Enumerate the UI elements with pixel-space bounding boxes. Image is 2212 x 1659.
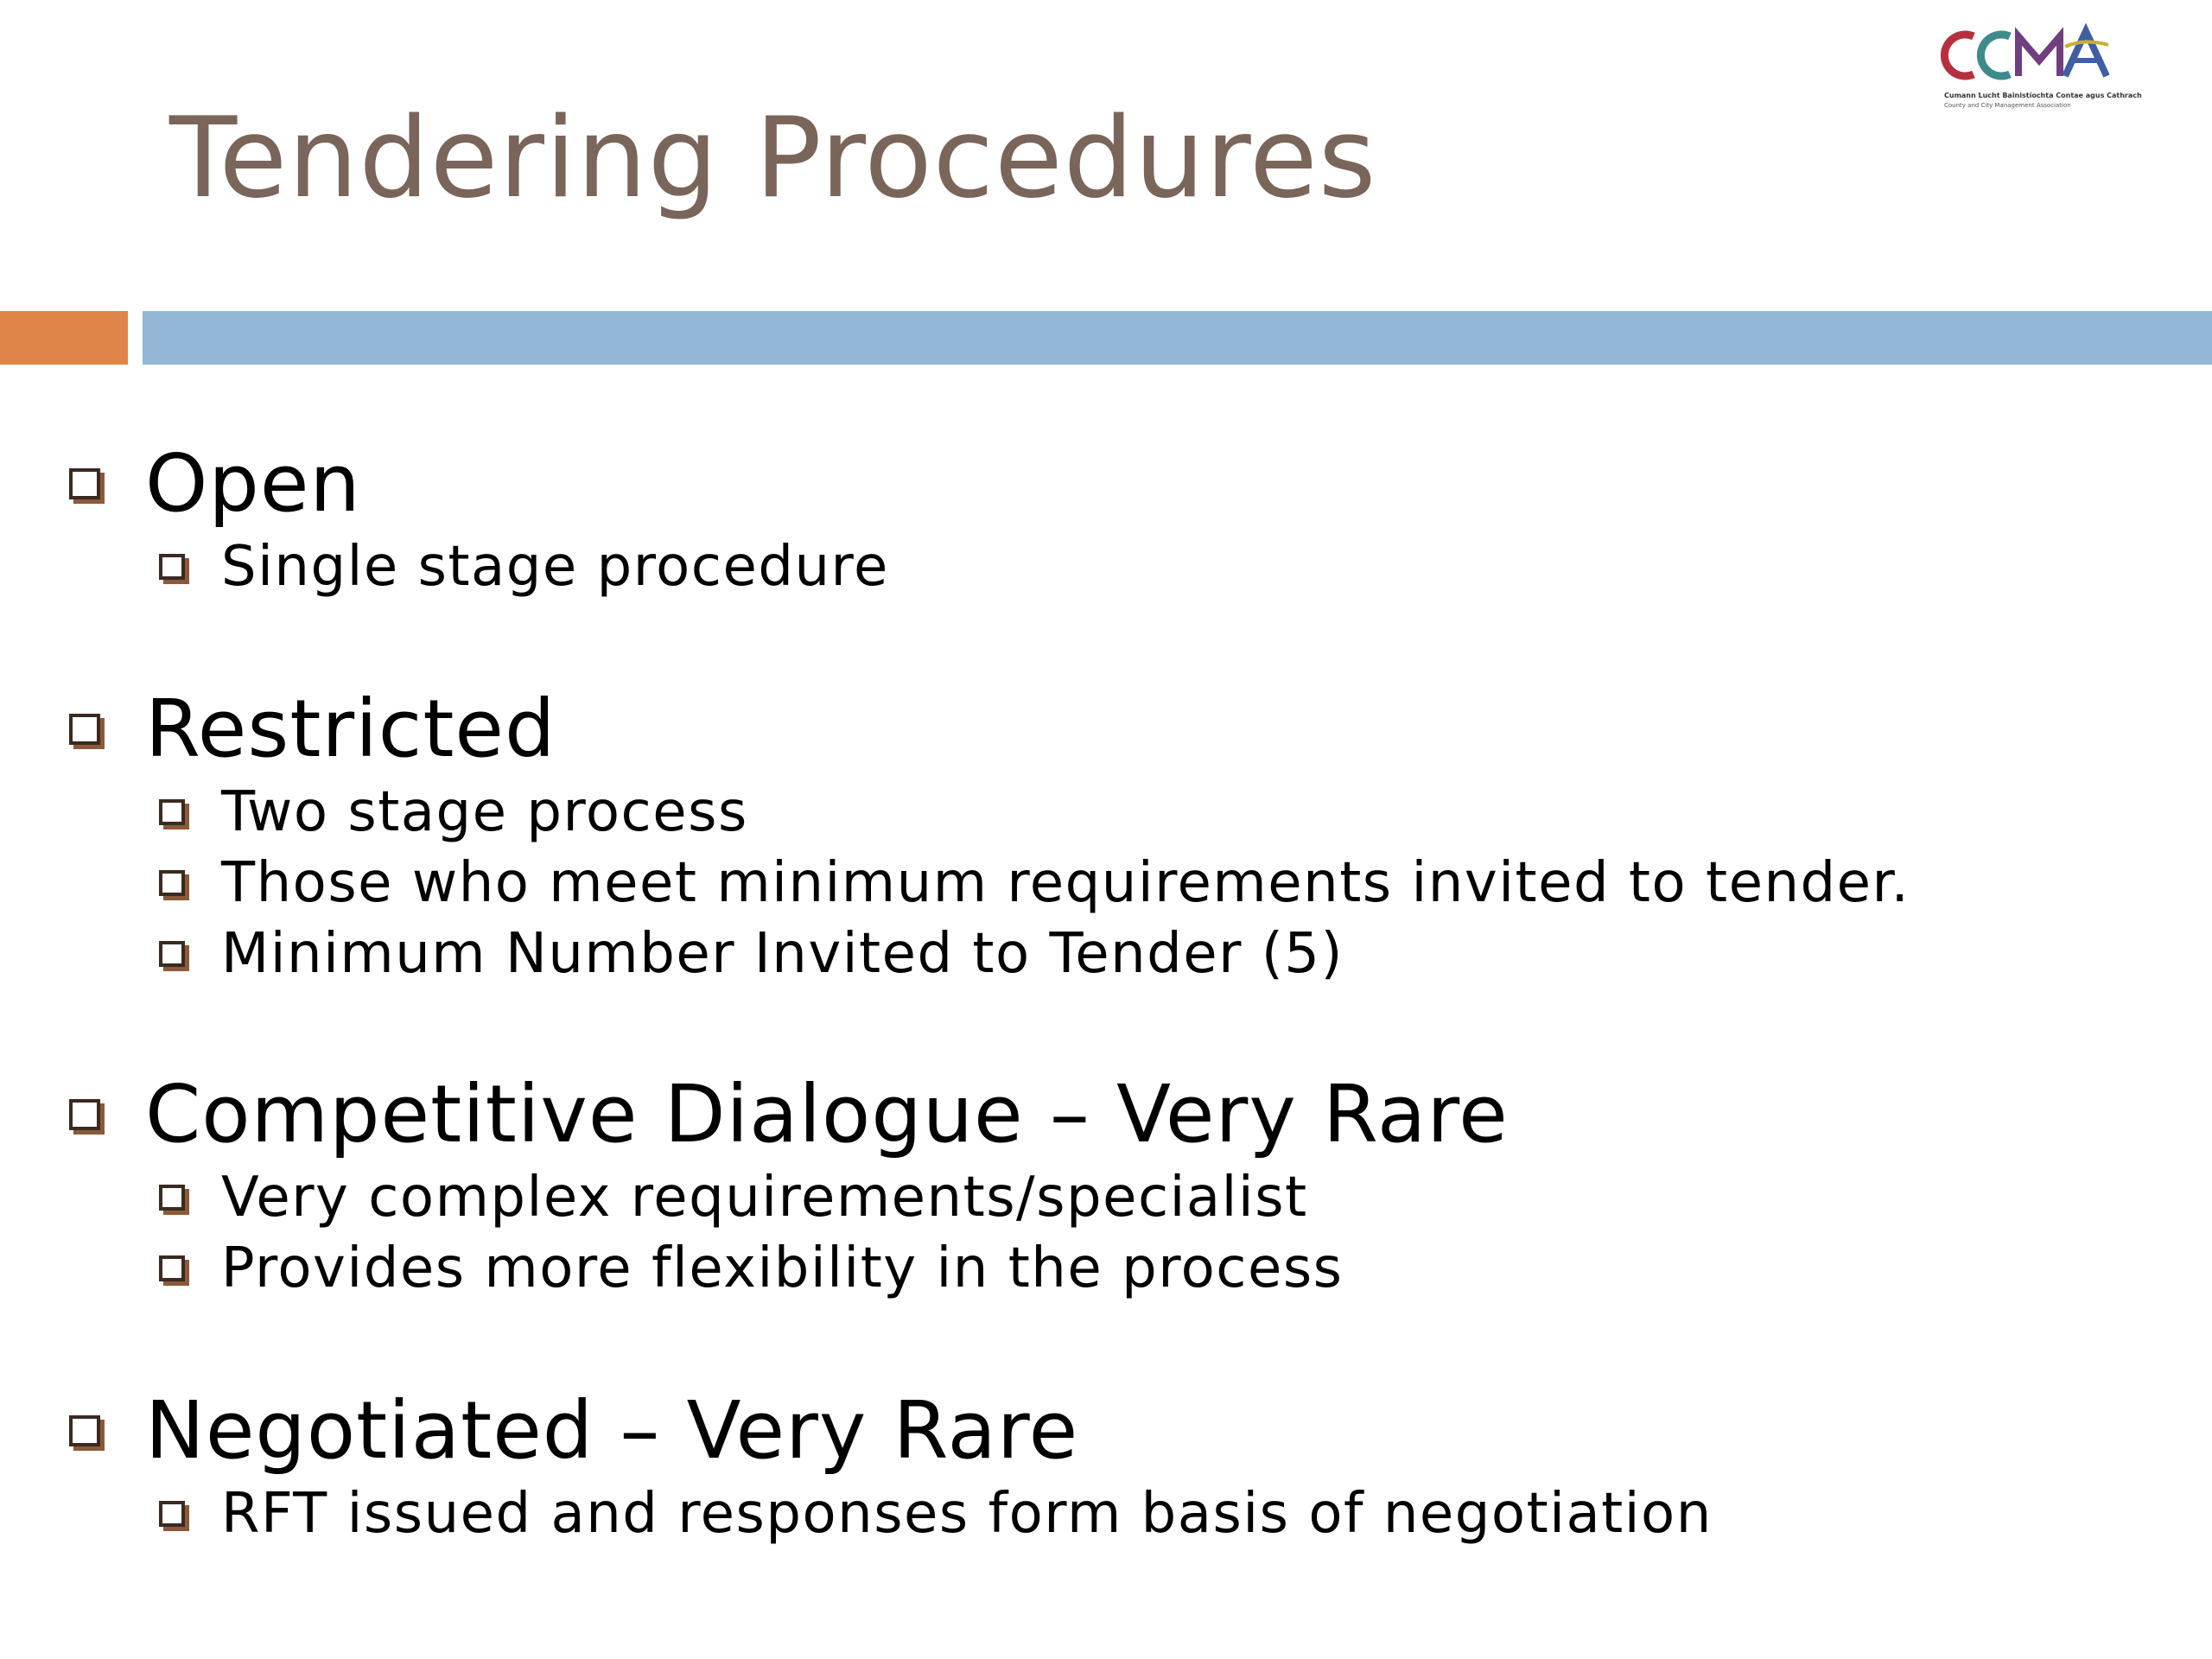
bullet-item xyxy=(159,779,748,845)
hollow-square-icon xyxy=(69,468,100,499)
hollow-square-icon xyxy=(69,1099,100,1130)
heading-text: Competitive Dialogue – Very Rare xyxy=(145,1068,1509,1160)
bullet-item xyxy=(159,534,889,600)
logo-tagline-english: County and City Management Association xyxy=(1944,102,2071,109)
hollow-square-icon xyxy=(159,799,185,825)
bullet-heading xyxy=(69,683,556,775)
bullet-heading xyxy=(69,1068,1509,1160)
ccma-logo xyxy=(1936,21,2143,116)
item-text: RFT issued and responses form basis of negotiation xyxy=(221,1482,1713,1546)
item-text: Single stage procedure xyxy=(221,535,889,599)
hollow-square-icon xyxy=(159,1501,185,1527)
slide-title: Tendering Procedures xyxy=(169,94,1377,223)
hollow-square-icon xyxy=(69,714,100,745)
hollow-square-icon xyxy=(159,1185,185,1211)
heading-text: Open xyxy=(145,437,361,530)
item-text: Provides more flexibility in the process xyxy=(221,1236,1344,1300)
hollow-square-icon xyxy=(159,870,185,896)
logo-tagline-irish: Cumann Lucht Bainistíochta Contae agus Cathrach xyxy=(1944,92,2142,99)
heading-text: Negotiated – Very Rare xyxy=(145,1384,1079,1477)
bullet-item xyxy=(159,921,1344,987)
bullet-item xyxy=(159,1481,1713,1547)
item-text: Those who meet minimum requirements invited to tender. xyxy=(221,851,1910,915)
bullet-item xyxy=(159,850,1910,916)
bullet-heading xyxy=(69,437,361,530)
bullet-heading xyxy=(69,1384,1079,1477)
hollow-square-icon xyxy=(159,941,185,967)
heading-text: Restricted xyxy=(145,683,556,775)
item-text: Minimum Number Invited to Tender (5) xyxy=(221,922,1344,986)
item-text: Very complex requirements/specialist xyxy=(221,1166,1308,1230)
hollow-square-icon xyxy=(159,1255,185,1281)
hollow-square-icon xyxy=(159,554,185,580)
bullet-item xyxy=(159,1165,1308,1230)
title-divider-bar xyxy=(143,311,2212,365)
item-text: Two stage process xyxy=(221,780,748,844)
bullet-item xyxy=(159,1236,1344,1301)
title-divider-accent xyxy=(0,311,128,365)
ccma-logo-mark xyxy=(1936,21,2143,90)
hollow-square-icon xyxy=(69,1415,100,1446)
